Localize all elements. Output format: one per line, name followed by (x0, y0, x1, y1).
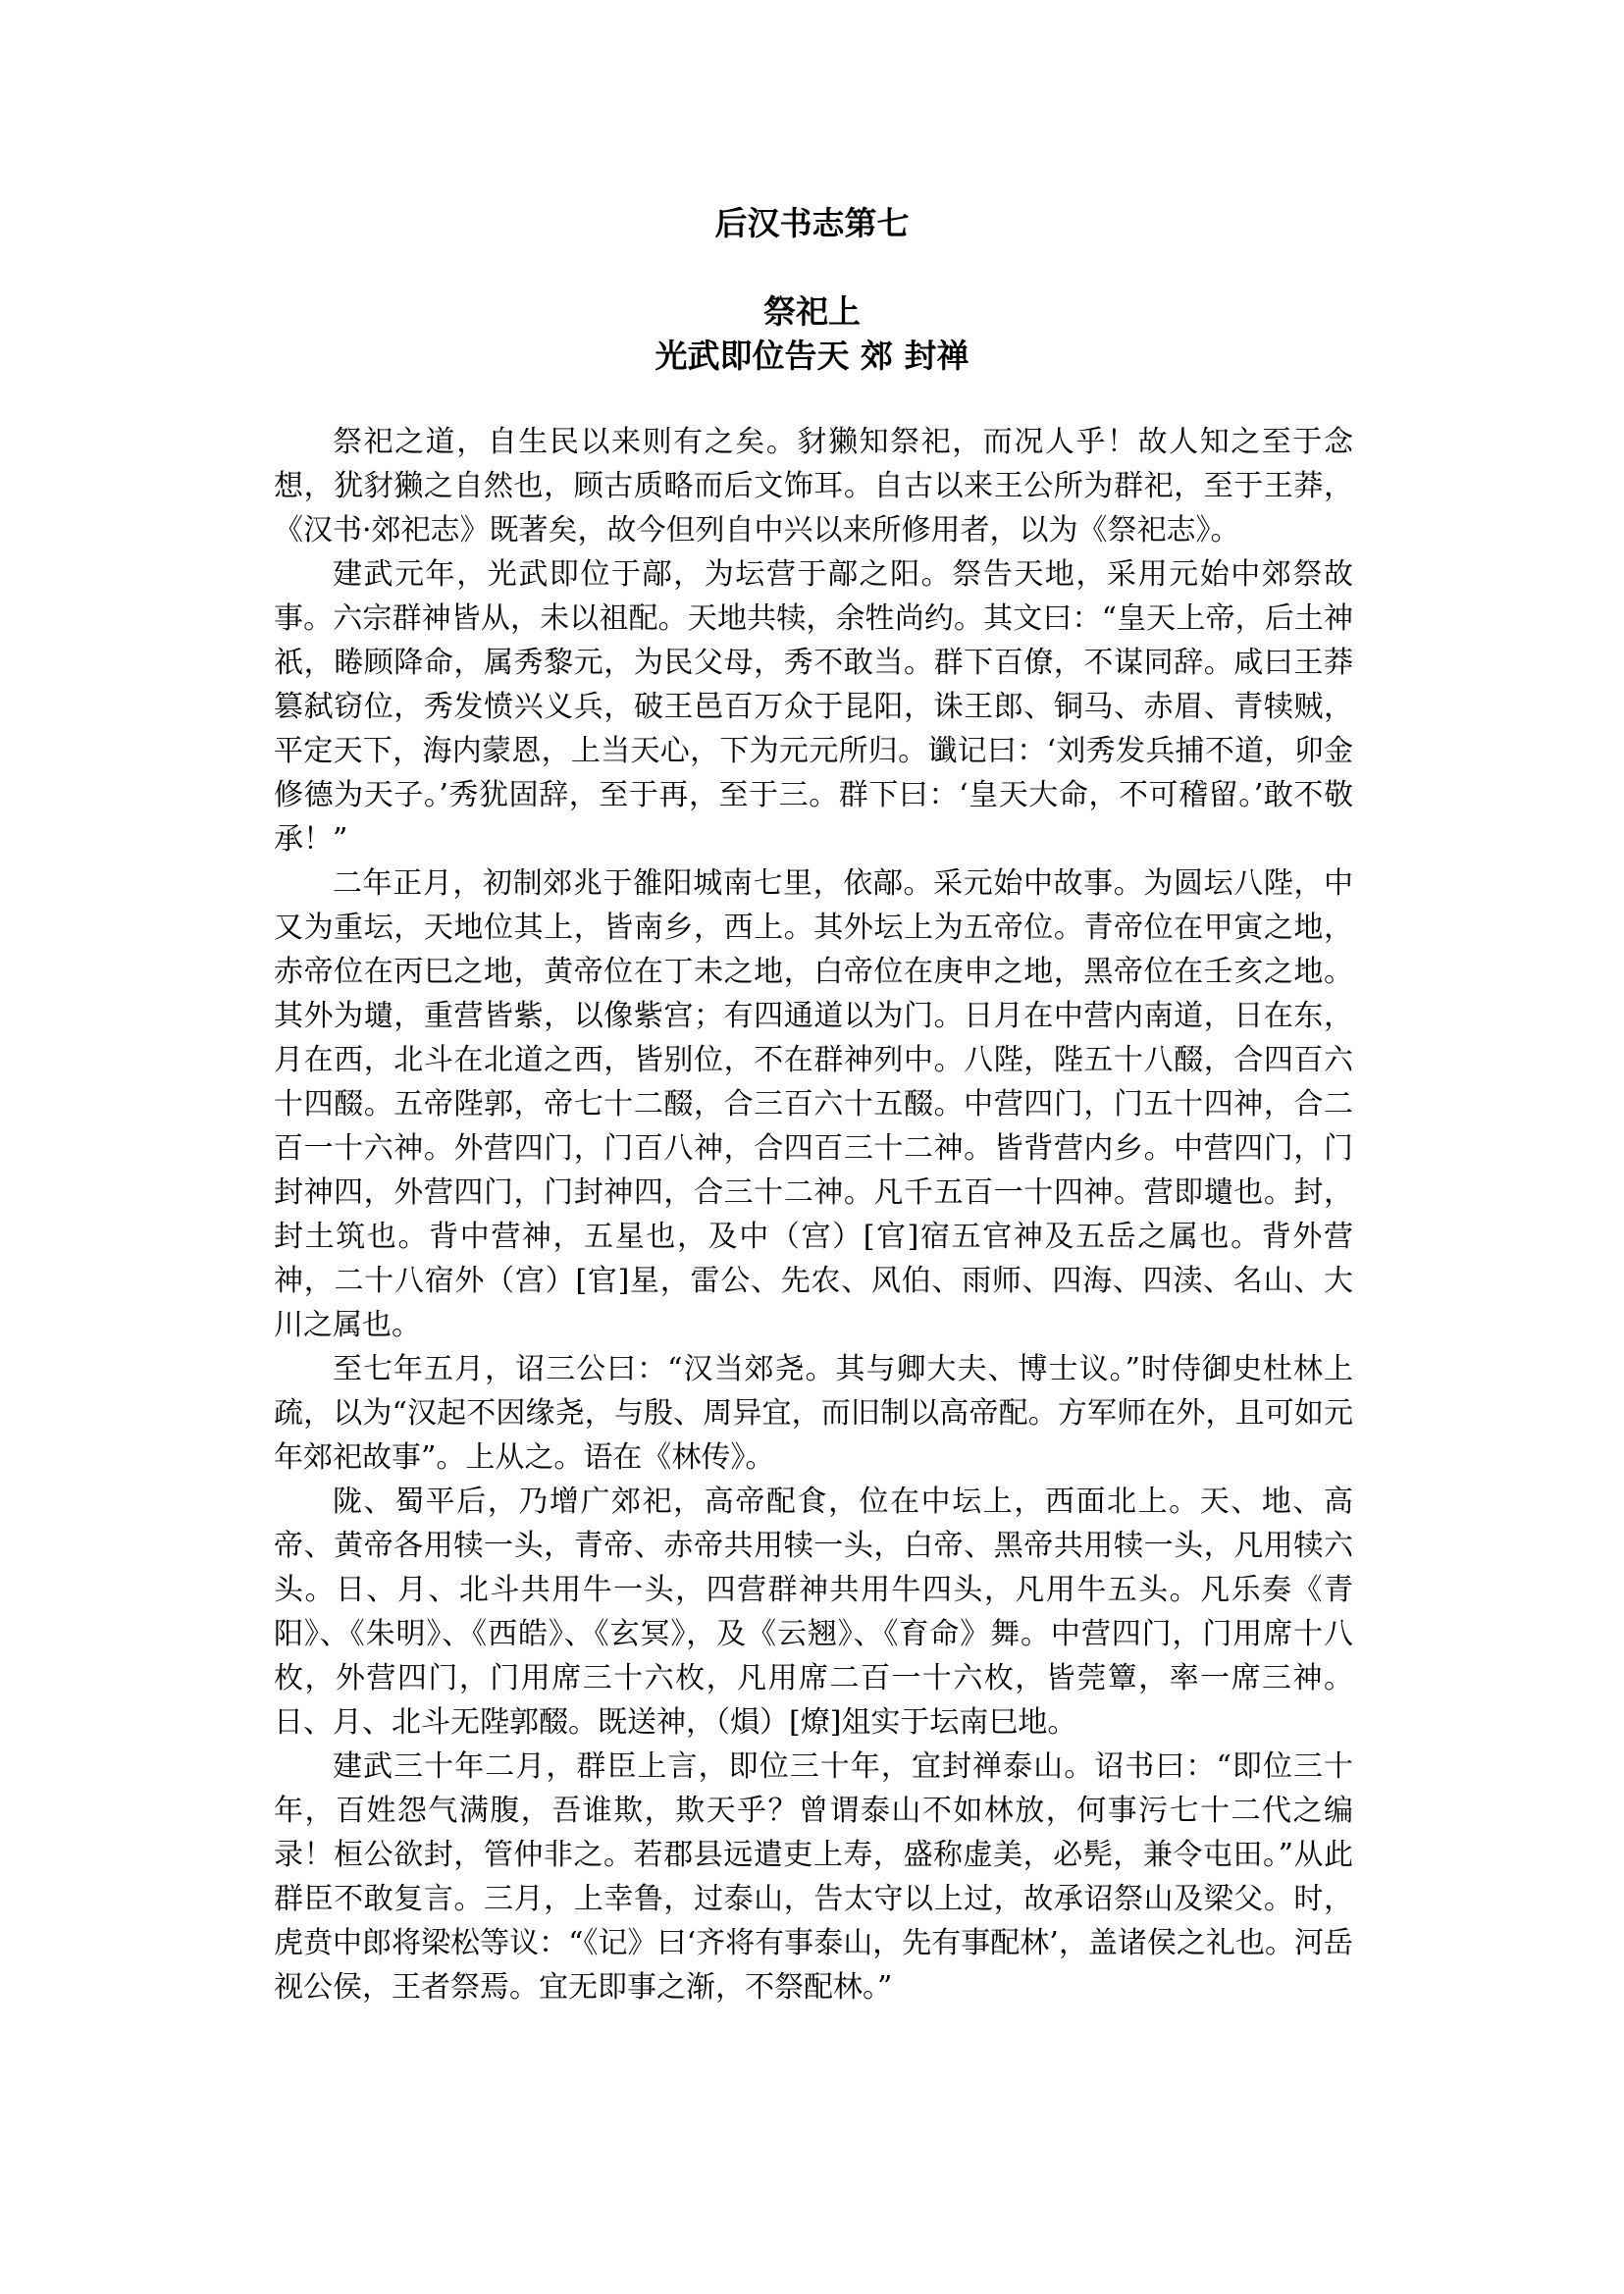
document-title: 后汉书志第七 (714, 204, 910, 242)
paragraph: 二年正月，初制郊兆于雒阳城南七里，依鄗。采元始中故事。为圆坛八陛，中又为重坛，天地位其上，皆南乡，西上。其外坛上为五帝位。青帝位在甲寅之地，赤帝位在丙巳之地，黄帝位在丁未之地，白帝位在庚申之地，黑帝位在壬亥之地。其外为壝，重营皆紫，以像紫宫；有四通道以为门。日月在中营内南道，日在东，月在西，北斗在北道之西，皆别位，不在群神列中。八陛，陛五十八醊，合四百六十四醊。五帝陛郭，帝七十二醊，合三百六十五醊。中营四门，门五十四神，合二百一十六神。外营四门，门百八神，合四百三十二神。皆背营内乡。中营四门，门封神四，外营四门，门封神四，合三十二神。凡千五百一十四神。营即壝也。封，封土筑也。背中营神，五星也，及中（宫）[官]宿五官神及五岳之属也。背外营神，二十八宿外（宫）[官]星，雷公、先农、风伯、雨师、四海、四渎、名山、大川之属也。 (274, 866, 1353, 1342)
paragraph: 陇、蜀平后，乃增广郊祀，高帝配食，位在中坛上，西面北上。天、地、高帝、黄帝各用犊一头，青帝、赤帝共用犊一头，白帝、黑帝共用犊一头，凡用犊六头。日、月、北斗共用牛一头，四营群神共用牛四头，凡用牛五头。凡乐奏《青阳》、《朱明》、《西皓》、《玄冥》，及《云翘》、《育命》舞。中营四门，门用席十八枚，外营四门，门用席三十六枚，凡用席二百一十六枚，皆莞簟，率一席三神。日、月、北斗无陛郭醊。既送神，（熉）[燎]俎实于坛南巳地。 (274, 1485, 1353, 1740)
paragraph: 建武三十年二月，群臣上言，即位三十年，宜封禅泰山。诏书曰：“即位三十年，百姓怨气满腹，吾谁欺，欺天乎？曾谓泰山不如林放，何事污七十二代之编录！桓公欲封，管仲非之。若郡县远遣吏上寿，盛称虚美，必髡，兼令屯田。”从此群臣不敢复言。三月，上幸鲁，过泰山，告太守以上过，故承诏祭山及梁父。时，虎贲中郎将梁松等议：“《记》曰‘齐将有事泰山，先有事配林’，盖诸侯之礼也。河岳视公侯，王者祭焉。宜无即事之渐，不祭配林。” (274, 1749, 1353, 2005)
paragraph: 祭祀之道，自生民以来则有之矣。豺獭知祭祀，而况人乎！故人知之至于念想，犹豺獭之自然也，顾古质略而后文饰耳。自古以来王公所为群祀，至于王莽，《汉书·郊祀志》既著矣，故今但列自中兴以来所修用者，以为《祭祀志》。 (274, 425, 1353, 547)
document-body (274, 420, 1353, 2009)
section-subtitle: 光武即位告天 郊 封禅 (655, 337, 969, 375)
paragraph: 至七年五月，诏三公曰：“汉当郊尧。其与卿大夫、博士议。”时侍御史杜林上疏，以为“汉起不因缘尧，与殷、周异宜，而旧制以高帝配。方军师在外，且可如元年郊祀故事”。上从之。语在《林传》。 (274, 1352, 1353, 1475)
section-title: 祭祀上 (763, 292, 861, 331)
paragraph: 建武元年，光武即位于鄗，为坛营于鄗之阳。祭告天地，采用元始中郊祭故事。六宗群神皆从，未以祖配。天地共犊，余牲尚约。其文曰：“皇天上帝，后土神祇，睠顾降命，属秀黎元，为民父母，秀不敢当。群下百僚，不谋同辞。咸曰王莽篡弑窃位，秀发愤兴义兵，破王邑百万众于昆阳，诛王郎、铜马、赤眉、青犊贼，平定天下，海内蒙恩，上当天心，下为元元所归。谶记曰：‘刘秀发兵捕不道，卯金修德为天子。’秀犹固辞，至于再，至于三。群下曰：‘皇天大命，不可稽留。’敢不敬承！” (274, 557, 1353, 857)
